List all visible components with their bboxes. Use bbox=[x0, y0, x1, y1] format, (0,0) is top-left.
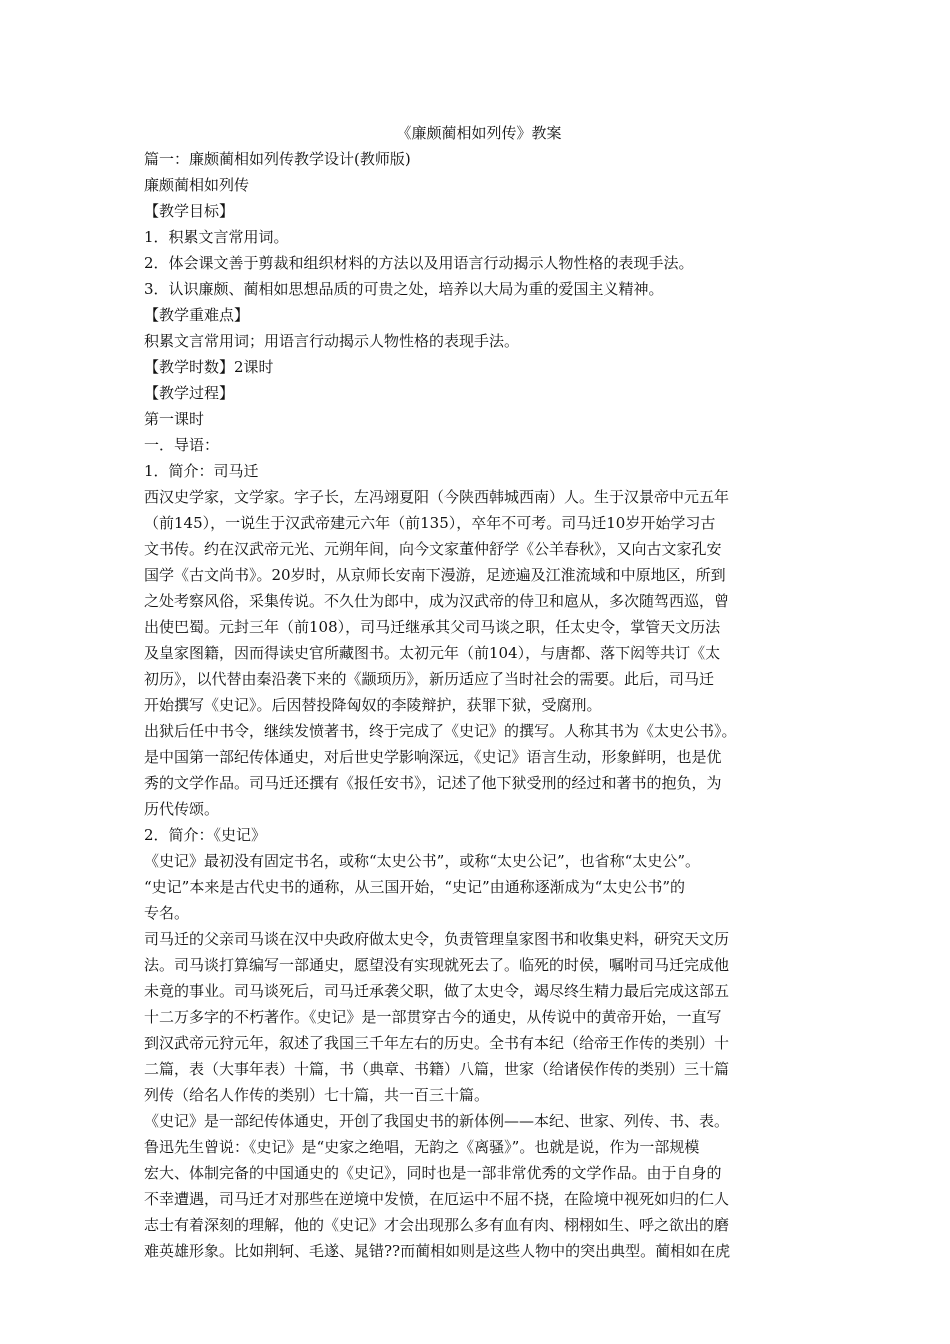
paragraph-sima-qian-bio bbox=[144, 484, 814, 718]
text-line: 到汉武帝元狩元年，叙述了我国三千年左右的历史。全书有本纪（给帝王作传的类别）十 bbox=[144, 1034, 730, 1052]
text-line: 鲁迅先生曾说：《史记》是“史家之绝唱，无韵之《离骚》”。也就是说，作为一部规模 bbox=[144, 1138, 700, 1156]
class-hours: 【教学时数】2课时 bbox=[144, 358, 274, 376]
document-title: 《廉颇蔺相如列传》教案 bbox=[396, 124, 562, 142]
text-line: 初历》，以代替由秦沿袭下来的《颛顼历》，新历适应了当时社会的需要。此后，司马迁 bbox=[144, 670, 715, 688]
text-line: 出狱后任中书令，继续发愤著书，终于完成了《史记》的撰写。人称其书为《太史公书》。 bbox=[144, 722, 737, 740]
text-line: 二篇，表（大事年表）十篇，书（典章、书籍）八篇，世家（给诸侯作传的类别）三十篇 bbox=[144, 1060, 730, 1078]
text-line: （前145），一说生于汉武帝建元六年（前135），卒年不可考。司马迁10岁开始学习古 bbox=[144, 514, 716, 532]
text-line: 不幸遭遇，司马迁才对那些在逆境中发愤，在厄运中不屈不挠，在险境中视死如归的仁人 bbox=[144, 1190, 730, 1208]
text-line: 文书传。约在汉武帝元光、元朔年间，向今文家董仲舒学《公羊春秋》，又向古文家孔安 bbox=[144, 540, 722, 558]
lesson-title: 廉颇蔺相如列传 bbox=[144, 176, 250, 194]
text-line: 西汉史学家，文学家。字子长，左冯翊夏阳（今陕西韩城西南）人。生于汉景帝中元五年 bbox=[144, 488, 730, 506]
text-line: 法。司马谈打算编写一部通史，愿望没有实现就死去了。临死的时侯，嘱咐司马迁完成他 bbox=[144, 956, 730, 974]
paragraph-shiji-name bbox=[144, 848, 814, 926]
text-line: 开始撰写《史记》。后因替投降匈奴的李陵辩护，获罪下狱，受腐刑。 bbox=[144, 696, 602, 714]
text-line: 专名。 bbox=[144, 904, 190, 922]
paragraph-after-prison bbox=[144, 718, 814, 822]
first-lesson-heading: 第一课时 bbox=[144, 410, 205, 428]
text-line: 国学《古文尚书》。20岁时，从京师长安南下漫游，足迹遍及江淮流域和中原地区，所到 bbox=[144, 566, 726, 584]
process-heading: 【教学过程】 bbox=[144, 384, 235, 402]
sima-qian-heading: 1．简介：司马迁 bbox=[144, 462, 259, 480]
text-line: 宏大、体制完备的中国通史的《史记》，同时也是一部非常优秀的文学作品。由于自身的 bbox=[144, 1164, 722, 1182]
shiji-heading: 2．简介：《史记》 bbox=[144, 826, 267, 844]
text-line: 志士有着深刻的理解，他的《史记》才会出现那么多有血有肉、栩栩如生、呼之欲出的磨 bbox=[144, 1216, 730, 1234]
key-points-text: 积累文言常用词；用语言行动揭示人物性格的表现手法。 bbox=[144, 332, 520, 350]
document-page bbox=[144, 120, 814, 1264]
text-line: 《史记》最初没有固定书名，或称“太史公书”，或称“太史公记”，也省称“太史公”。 bbox=[144, 852, 701, 870]
text-line: “史记”本来是古代史书的通称，从三国开始，“史记”由通称逐渐成为“太史公书”的 bbox=[144, 878, 686, 896]
paragraph-sima-tan bbox=[144, 926, 814, 1108]
text-line: 列传（给名人作传的类别）七十篇，共一百三十篇。 bbox=[144, 1086, 490, 1104]
key-points-heading: 【教学重难点】 bbox=[144, 306, 250, 324]
text-line: 难英雄形象。比如荆轲、毛遂、晁错??而蔺相如则是这些人物中的突出典型。蔺相如在虎 bbox=[144, 1242, 731, 1260]
text-line: 出使巴蜀。元封三年（前108），司马迁继承其父司马谈之职，任太史令，掌管天文历法 bbox=[144, 618, 721, 636]
intro-lines bbox=[144, 146, 814, 484]
objective-item-1: 1．积累文言常用词。 bbox=[144, 228, 289, 246]
objective-item-3: 3．认识廉颇、蔺相如思想品质的可贵之处，培养以大局为重的爱国主义精神。 bbox=[144, 280, 664, 298]
section-heading-1: 篇一：廉颇蔺相如列传教学设计(教师版) bbox=[144, 150, 411, 168]
text-line: 司马迁的父亲司马谈在汉中央政府做太史令，负责管理皇家图书和收集史料，研究天文历 bbox=[144, 930, 730, 948]
text-line: 未竟的事业。司马谈死后，司马迁承袭父职，做了太史令，竭尽终生精力最后完成这部五 bbox=[144, 982, 730, 1000]
text-line: 之处考察风俗，采集传说。不久仕为郎中，成为汉武帝的侍卫和扈从，多次随驾西巡，曾 bbox=[144, 592, 730, 610]
text-line: 秀的文学作品。司马迁还撰有《报任安书》，记述了他下狱受刑的经过和著书的抱负，为 bbox=[144, 774, 722, 792]
objective-item-2: 2．体会课文善于剪裁和组织材料的方法以及用语言行动揭示人物性格的表现手法。 bbox=[144, 254, 694, 272]
objectives-heading: 【教学目标】 bbox=[144, 202, 235, 220]
text-line: 历代传颂。 bbox=[144, 800, 220, 818]
text-line: 十二万多字的不朽著作。《史记》是一部贯穿古今的通史，从传说中的黄帝开始，一直写 bbox=[144, 1008, 722, 1026]
text-line: 《史记》是一部纪传体通史，开创了我国史书的新体例——本纪、世家、列传、书、表。 bbox=[144, 1112, 730, 1130]
text-line: 是中国第一部纪传体通史，对后世史学影响深远，《史记》语言生动，形象鲜明，也是优 bbox=[144, 748, 722, 766]
text-line: 及皇家图籍，因而得读史官所藏图书。太初元年（前104），与唐都、落下闳等共订《太 bbox=[144, 644, 721, 662]
intro-heading: 一．导语： bbox=[144, 436, 220, 454]
paragraph-shiji-style bbox=[144, 1108, 814, 1264]
